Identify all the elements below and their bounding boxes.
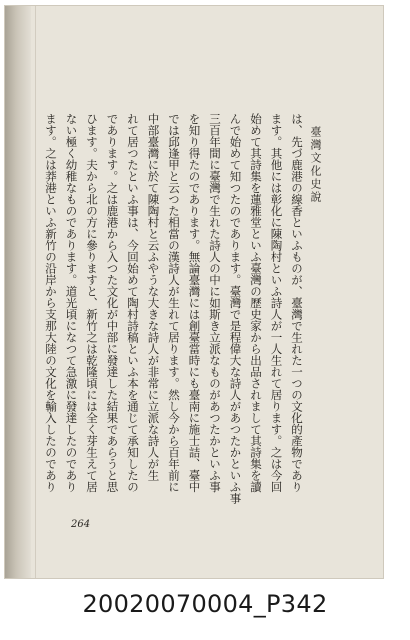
page-number: 264 [71,519,91,530]
text-column: ひます。夫から北の方に參りますと、新竹之は乾隆頃には全く芽生えて居 [85,113,99,493]
text-column: 三百年間に臺灣で生れた詩人の中に如斯き立派なものがあつたかといふ事 [208,113,222,493]
text-column: は、先づ鹿港の線香といふものが、臺灣で生れた一つの文化的產物であり [290,113,304,493]
page-gutter-shadow [5,6,31,578]
text-column: 中部臺灣に於て陳陶村と云ふやうな大きな詩人が非常に立派な詩人が生 [146,113,161,481]
text-column: れて居つたといふ事は、今回始めて陶村詩稿といふ本を通じて承知したの [126,113,140,493]
text-column: 始めて其詩集を蓮雅堂といふ臺灣の歷史家から出品されまして其詩集を讀 [249,113,263,493]
vertical-body-text [44,113,307,504]
running-head: 臺灣文化史說 [309,126,322,204]
text-column: ない極く幼稚なものであります。道光頃になつて急激に發達したのであり [64,113,79,493]
text-column: では邱逢甲と云つた相當の漢詩人が生れて居ります。然し今から百年前に [167,113,181,493]
text-column: ます。之は莽港といふ新竹の沿岸から支那大陸の文化を輸入したのであり [44,113,58,493]
text-column: を知り得たのであります。無論臺灣には創臺當時にも臺南に施士詰、臺中 [187,113,202,493]
text-column: ます。其他には彰化に陳陶村といふ詩人が一人生れて居ります。之は今回 [269,113,284,493]
text-column: んで始めて知つたのであります。臺灣で是程偉大な詩人があつたかといふ事 [228,113,243,504]
text-column: であります。之は鹿港から入つた文化が中部に發達した結果であらうと思 [105,113,120,493]
gutter-edge [35,6,36,578]
image-id-caption: 20020070004_P342 [82,590,328,618]
book-page [4,5,384,579]
